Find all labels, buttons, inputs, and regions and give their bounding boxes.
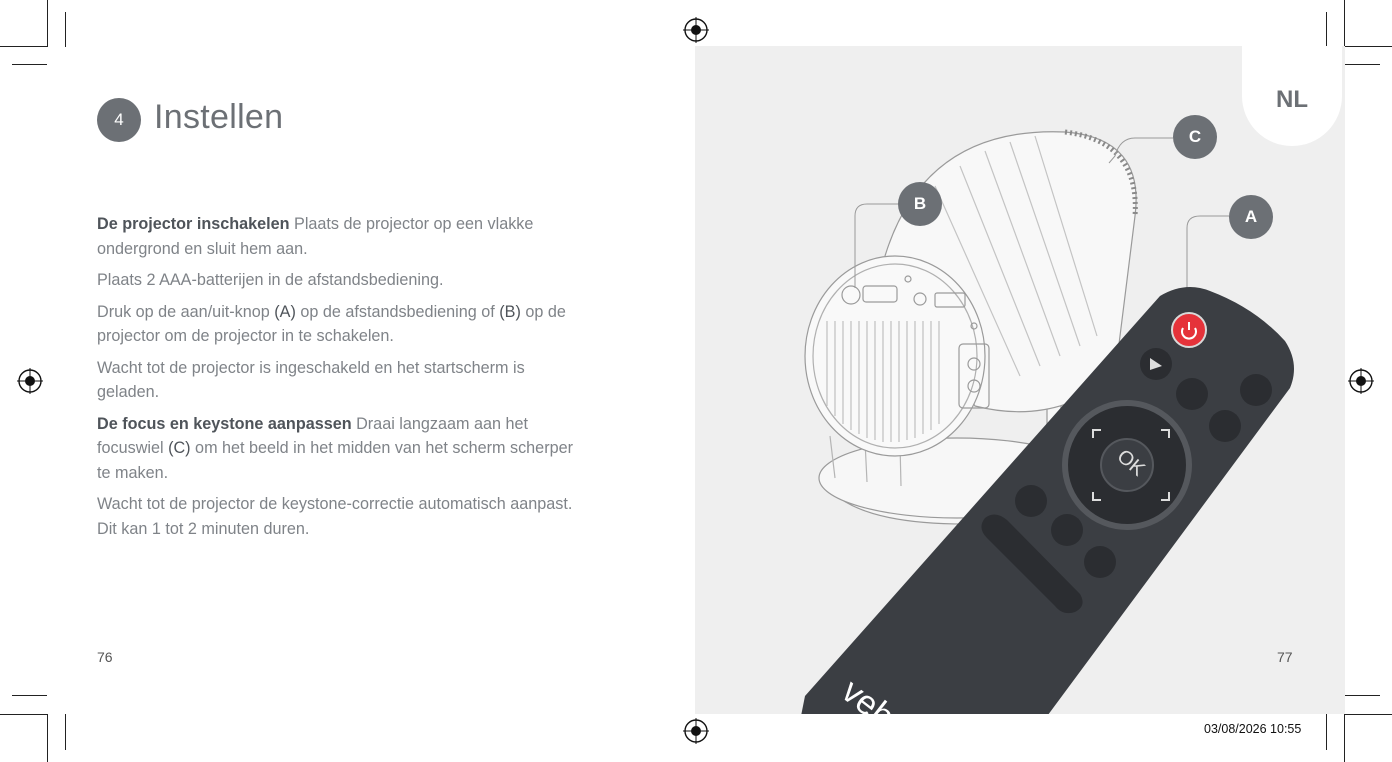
paragraph-power-button: [97, 300, 587, 349]
paragraph-focus: [97, 412, 587, 486]
paragraph-keystone: Wacht tot de projector de keystone-correctie automatisch aanpast. Dit kan 1 tot 2 minuten duren.: [97, 495, 573, 538]
paragraph-text: om het beeld in het midden van het scherm scherper te maken.: [97, 439, 573, 482]
ok-button-label: OK: [1112, 445, 1149, 481]
paragraph-text: op de afstandsbediening of: [295, 302, 500, 321]
registration-mark-icon: [683, 718, 709, 744]
callout-b: B: [898, 182, 942, 226]
instructions-text: [97, 212, 587, 548]
paragraph-power-on: [97, 212, 587, 261]
crop-mark: [1326, 714, 1327, 750]
print-timestamp: 03/08/2026 10:55: [1204, 722, 1302, 736]
crop-mark: [47, 714, 48, 762]
registration-mark-icon: [17, 368, 43, 394]
crop-mark: [1345, 695, 1380, 696]
paragraph-wait-startup: Wacht tot de projector is ingeschakeld en het startscherm is geladen.: [97, 358, 525, 401]
crop-mark: [65, 12, 66, 47]
crop-mark: [0, 714, 47, 715]
paragraph-batteries: Plaats 2 AAA-batterijen in de afstandsbediening.: [97, 271, 444, 289]
crop-mark: [1326, 12, 1327, 47]
crop-mark: [1344, 0, 1345, 47]
paragraph-text: op de projector om de projector in te schakelen.: [97, 302, 566, 345]
brand-logo: veh: [834, 672, 902, 736]
crop-mark: [47, 0, 48, 47]
registration-mark-icon: [683, 17, 709, 43]
step-number-badge: 4: [97, 98, 141, 142]
reference-c: (C): [168, 439, 191, 457]
crop-mark: [0, 46, 47, 47]
illustration-panel: [695, 46, 1345, 714]
paragraph-text: Druk op de aan/uit-knop: [97, 302, 275, 321]
crop-mark: [1345, 64, 1380, 65]
crop-mark: [65, 714, 66, 750]
language-label: NL: [1276, 86, 1308, 113]
projector-remote-illustration: [695, 46, 1345, 714]
crop-mark: [1345, 46, 1392, 47]
paragraph-text: Draai langzaam aan het focuswiel: [97, 414, 528, 457]
callout-c: C: [1173, 115, 1217, 159]
paragraph-lead: De projector inschakelen: [97, 215, 290, 233]
crop-mark: [12, 695, 47, 696]
page-number-left: 76: [97, 649, 113, 665]
crop-mark: [1345, 714, 1392, 715]
page-number-right: 77: [1277, 649, 1293, 665]
crop-mark: [12, 64, 47, 65]
section-title: Instellen: [154, 98, 284, 136]
reference-a: (A): [274, 302, 296, 321]
paragraph-lead: De focus en keystone aanpassen: [97, 414, 352, 433]
crop-mark: [1344, 714, 1345, 762]
paragraph-text: Plaats de projector op een vlakke ondergrond en sluit hem aan.: [97, 215, 534, 258]
registration-mark-icon: [1348, 368, 1374, 394]
callout-a: A: [1229, 195, 1273, 239]
reference-b: (B): [499, 302, 521, 321]
